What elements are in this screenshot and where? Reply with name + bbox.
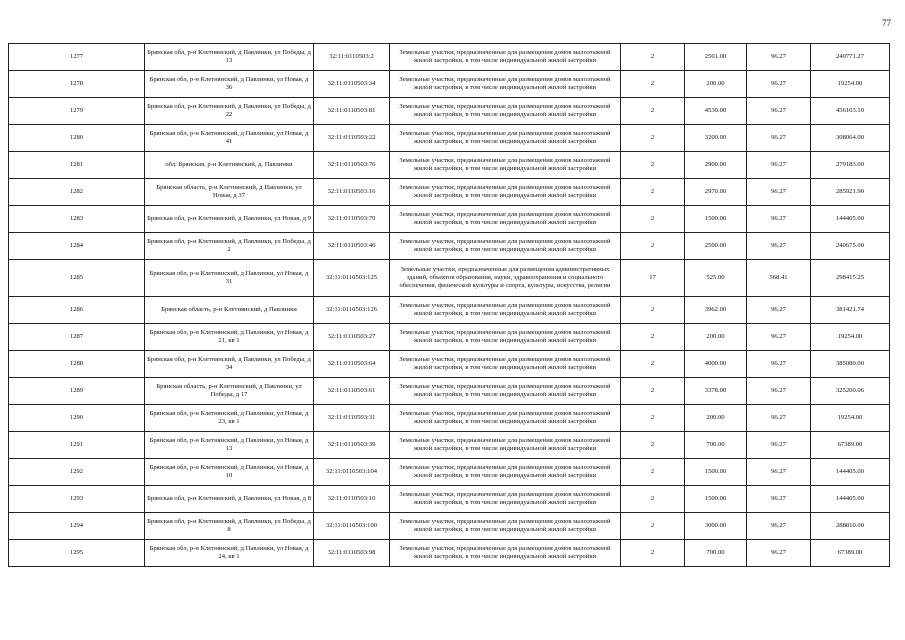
area-cell: 700.00 — [685, 540, 747, 567]
area-cell: 2501.00 — [685, 44, 747, 71]
cadastral-value-cell: 240675.00 — [811, 233, 890, 260]
group-number-cell: 2 — [621, 125, 685, 152]
group-number-cell: 2 — [621, 98, 685, 125]
cadastral-value-cell: 19254.00 — [811, 71, 890, 98]
cadastral-number-cell: 32:11:0110503:104 — [314, 459, 390, 486]
address-cell: Брянская обл, р-н Клетнянский, д Павлинки, ул Новая, д 36 — [145, 71, 314, 98]
specific-value-cell: 96.27 — [747, 540, 811, 567]
cadastral-number-cell: 32:11:0110503:64 — [314, 351, 390, 378]
address-cell: Брянская обл, р-н Клетнянский, д Павлинки, ул Новая, д 31 — [145, 260, 314, 297]
cadastral-value-cell: 144405.00 — [811, 206, 890, 233]
row-number-cell: 1295 — [9, 540, 145, 567]
area-cell: 525.00 — [685, 260, 747, 297]
land-purpose-cell: Земельные участки, предназначенные для размещения домов малоэтажной жилой застройки, в том числе индивидуальной жилой застройки — [390, 297, 621, 324]
row-number-cell: 1280 — [9, 125, 145, 152]
table-row — [9, 513, 890, 540]
land-purpose-cell: Земельные участки, предназначенные для размещения домов малоэтажной жилой застройки, в том числе индивидуальной жилой застройки — [390, 44, 621, 71]
land-purpose-cell: Земельные участки, предназначенные для размещения домов малоэтажной жилой застройки, в том числе индивидуальной жилой застройки — [390, 540, 621, 567]
cadastral-table — [8, 43, 890, 567]
row-number-cell: 1277 — [9, 44, 145, 71]
area-cell: 200.00 — [685, 405, 747, 432]
cadastral-number-cell: 32:11:0110503:10 — [314, 486, 390, 513]
table-body — [9, 44, 890, 567]
specific-value-cell: 96.27 — [747, 98, 811, 125]
cadastral-number-cell: 32:11:0110503:126 — [314, 297, 390, 324]
land-purpose-cell: Земельные участки, предназначенные для размещения домов малоэтажной жилой застройки, в том числе индивидуальной жилой застройки — [390, 324, 621, 351]
row-number-cell: 1282 — [9, 179, 145, 206]
cadastral-number-cell: 32:11:0110503:61 — [314, 378, 390, 405]
cadastral-number-cell: 32:11:0110503:2 — [314, 44, 390, 71]
cadastral-number-cell: 32:11:0110503:31 — [314, 405, 390, 432]
land-purpose-cell: Земельные участки, предназначенные для размещения домов малоэтажной жилой застройки, в том числе индивидуальной жилой застройки — [390, 486, 621, 513]
cadastral-number-cell: 32:11:0110503:22 — [314, 125, 390, 152]
cadastral-value-cell: 325200.06 — [811, 378, 890, 405]
address-cell: обл. Брянская, р-н Клетнянский, д. Павлинки — [145, 152, 314, 179]
area-cell: 700.00 — [685, 432, 747, 459]
row-number-cell: 1287 — [9, 324, 145, 351]
table-row — [9, 540, 890, 567]
row-number-cell: 1293 — [9, 486, 145, 513]
group-number-cell: 2 — [621, 233, 685, 260]
area-cell: 1500.00 — [685, 486, 747, 513]
land-purpose-cell: Земельные участки, предназначенные для размещения домов малоэтажной жилой застройки, в том числе индивидуальной жилой застройки — [390, 405, 621, 432]
address-cell: Брянская обл, р-н Клетнянский, д Павлинки, ул Победы, д 8 — [145, 513, 314, 540]
cadastral-value-cell: 279183.00 — [811, 152, 890, 179]
table-row — [9, 260, 890, 297]
land-purpose-cell: Земельные участки, предназначенные для размещения домов малоэтажной жилой застройки, в том числе индивидуальной жилой застройки — [390, 98, 621, 125]
address-cell: Брянская область, р-н Клетнянский, д Павлинки, ул Новая, д 37 — [145, 179, 314, 206]
area-cell: 1500.00 — [685, 206, 747, 233]
cadastral-number-cell: 32:11:0110503:79 — [314, 206, 390, 233]
cadastral-value-cell: 288810.00 — [811, 513, 890, 540]
cadastral-number-cell: 32:11:0110503:16 — [314, 179, 390, 206]
cadastral-value-cell: 19254.00 — [811, 324, 890, 351]
address-cell: Брянская обл, р-н Клетнянский, д Павлинки, ул Новая, д 9 — [145, 206, 314, 233]
table-row — [9, 98, 890, 125]
group-number-cell: 2 — [621, 324, 685, 351]
area-cell: 4530.00 — [685, 98, 747, 125]
row-number-cell: 1290 — [9, 405, 145, 432]
specific-value-cell: 96.27 — [747, 378, 811, 405]
area-cell: 200.00 — [685, 71, 747, 98]
row-number-cell: 1283 — [9, 206, 145, 233]
area-cell: 2970.00 — [685, 179, 747, 206]
specific-value-cell: 96.27 — [747, 179, 811, 206]
specific-value-cell: 96.27 — [747, 125, 811, 152]
address-cell: Брянская обл, р-н Клетнянский, д Павлинки, ул Новая, д 41 — [145, 125, 314, 152]
cadastral-value-cell: 285921.90 — [811, 179, 890, 206]
land-purpose-cell: Земельные участки, предназначенные для размещения домов малоэтажной жилой застройки, в том числе индивидуальной жилой застройки — [390, 459, 621, 486]
specific-value-cell: 96.27 — [747, 513, 811, 540]
area-cell: 1500.00 — [685, 459, 747, 486]
area-cell: 200.00 — [685, 324, 747, 351]
group-number-cell: 2 — [621, 152, 685, 179]
group-number-cell: 2 — [621, 459, 685, 486]
cadastral-value-cell: 385080.00 — [811, 351, 890, 378]
land-purpose-cell: Земельные участки, предназначенные для размещения домов малоэтажной жилой застройки, в том числе индивидуальной жилой застройки — [390, 351, 621, 378]
cadastral-number-cell: 32:11:0110503:46 — [314, 233, 390, 260]
table-row — [9, 351, 890, 378]
table-row — [9, 297, 890, 324]
cadastral-value-cell: 144405.00 — [811, 486, 890, 513]
address-cell: Брянская обл, р-н Клетнянский, д Павлинки, ул Новая, д 21, кв 1 — [145, 324, 314, 351]
specific-value-cell: 96.27 — [747, 486, 811, 513]
cadastral-number-cell: 32:11:0110503:34 — [314, 71, 390, 98]
cadastral-number-cell: 32:11:0110503:125 — [314, 260, 390, 297]
group-number-cell: 2 — [621, 351, 685, 378]
specific-value-cell: 96.27 — [747, 405, 811, 432]
row-number-cell: 1279 — [9, 98, 145, 125]
address-cell: Брянская область, р-н Клетнянский, д Павлинки — [145, 297, 314, 324]
row-number-cell: 1294 — [9, 513, 145, 540]
cadastral-value-cell: 240771.27 — [811, 44, 890, 71]
group-number-cell: 2 — [621, 378, 685, 405]
area-cell: 2500.00 — [685, 233, 747, 260]
cadastral-number-cell: 32:11:0110503:100 — [314, 513, 390, 540]
area-cell: 2900.00 — [685, 152, 747, 179]
area-cell: 4000.00 — [685, 351, 747, 378]
specific-value-cell: 96.27 — [747, 297, 811, 324]
land-purpose-cell: Земельные участки, предназначенные для размещения домов малоэтажной жилой застройки, в том числе индивидуальной жилой застройки — [390, 206, 621, 233]
address-cell: Брянская обл, р-н Клетнянский, д Павлинки, ул Новая, д 23, кв 1 — [145, 405, 314, 432]
table-row — [9, 179, 890, 206]
land-purpose-cell: Земельные участки, предназначенные для размещения домов малоэтажной жилой застройки, в том числе индивидуальной жилой застройки — [390, 152, 621, 179]
address-cell: Брянская обл, р-н Клетнянский, д Павлинки, ул Новая, д 24, кв 1 — [145, 540, 314, 567]
cadastral-number-cell: 32:11:0110503:27 — [314, 324, 390, 351]
cadastral-value-cell: 67389.00 — [811, 540, 890, 567]
address-cell: Брянская обл, р-н Клетнянский, д Павлинки, ул Победы, д 22 — [145, 98, 314, 125]
specific-value-cell: 96.27 — [747, 233, 811, 260]
cadastral-value-cell: 381421.74 — [811, 297, 890, 324]
cadastral-value-cell: 19254.00 — [811, 405, 890, 432]
table-row — [9, 324, 890, 351]
area-cell: 3000.00 — [685, 513, 747, 540]
table-row — [9, 152, 890, 179]
land-purpose-cell: Земельные участки, предназначенные для размещения домов малоэтажной жилой застройки, в том числе индивидуальной жилой застройки — [390, 378, 621, 405]
cadastral-number-cell: 32:11:0110503:76 — [314, 152, 390, 179]
group-number-cell: 2 — [621, 179, 685, 206]
table-row — [9, 71, 890, 98]
area-cell: 3378.00 — [685, 378, 747, 405]
land-purpose-cell: Земельные участки, предназначенные для размещения домов малоэтажной жилой застройки, в том числе индивидуальной жилой застройки — [390, 125, 621, 152]
page-number: 77 — [882, 18, 891, 28]
cadastral-value-cell: 67389.00 — [811, 432, 890, 459]
row-number-cell: 1278 — [9, 71, 145, 98]
cadastral-value-cell: 144405.00 — [811, 459, 890, 486]
address-cell: Брянская обл, р-н Клетнянский, д Павлинки, ул Победы, д 2 — [145, 233, 314, 260]
address-cell: Брянская обл, р-н Клетнянский, д Павлинки, ул Новая, д 13 — [145, 432, 314, 459]
cadastral-value-cell: 298415.25 — [811, 260, 890, 297]
row-number-cell: 1289 — [9, 378, 145, 405]
table-row — [9, 459, 890, 486]
address-cell: Брянская обл, р-н Клетнянский, д Павлинки, ул Победы, д 13 — [145, 44, 314, 71]
cadastral-number-cell: 32:11:0110503:81 — [314, 98, 390, 125]
cadastral-number-cell: 32:11:0110503:39 — [314, 432, 390, 459]
address-cell: Брянская обл, р-н Клетнянский, д Павлинки, ул Новая, д 8 — [145, 486, 314, 513]
address-cell: Брянская обл, р-н Клетнянский, д Павлинки, ул Новая, д 10 — [145, 459, 314, 486]
group-number-cell: 2 — [621, 540, 685, 567]
land-purpose-cell: Земельные участки, предназначенные для размещения домов малоэтажной жилой застройки, в том числе индивидуальной жилой застройки — [390, 179, 621, 206]
table-row — [9, 405, 890, 432]
table-row — [9, 125, 890, 152]
table-row — [9, 432, 890, 459]
group-number-cell: 2 — [621, 297, 685, 324]
specific-value-cell: 96.27 — [747, 459, 811, 486]
area-cell: 3962.00 — [685, 297, 747, 324]
land-purpose-cell: Земельные участки, предназначенные для размещения домов малоэтажной жилой застройки, в том числе индивидуальной жилой застройки — [390, 71, 621, 98]
specific-value-cell: 568.41 — [747, 260, 811, 297]
specific-value-cell: 96.27 — [747, 351, 811, 378]
row-number-cell: 1291 — [9, 432, 145, 459]
group-number-cell: 2 — [621, 44, 685, 71]
table-row — [9, 206, 890, 233]
address-cell: Брянская обл, р-н Клетнянский, д Павлинки, ул Победы, д 34 — [145, 351, 314, 378]
group-number-cell: 2 — [621, 486, 685, 513]
land-purpose-cell: Земельные участки, предназначенные для размещения административных зданий, объектов образования, науки, здравоохранения и социального обеспечения, физической культуры и спорта, культуры, искусства, религии — [390, 260, 621, 297]
land-purpose-cell: Земельные участки, предназначенные для размещения домов малоэтажной жилой застройки, в том числе индивидуальной жилой застройки — [390, 233, 621, 260]
group-number-cell: 2 — [621, 432, 685, 459]
specific-value-cell: 96.27 — [747, 71, 811, 98]
group-number-cell: 2 — [621, 71, 685, 98]
row-number-cell: 1285 — [9, 260, 145, 297]
cadastral-number-cell: 32:11:0110503:98 — [314, 540, 390, 567]
land-purpose-cell: Земельные участки, предназначенные для размещения домов малоэтажной жилой застройки, в том числе индивидуальной жилой застройки — [390, 513, 621, 540]
group-number-cell: 17 — [621, 260, 685, 297]
row-number-cell: 1281 — [9, 152, 145, 179]
row-number-cell: 1284 — [9, 233, 145, 260]
group-number-cell: 2 — [621, 206, 685, 233]
row-number-cell: 1288 — [9, 351, 145, 378]
specific-value-cell: 96.27 — [747, 206, 811, 233]
specific-value-cell: 96.27 — [747, 152, 811, 179]
row-number-cell: 1292 — [9, 459, 145, 486]
land-purpose-cell: Земельные участки, предназначенные для размещения домов малоэтажной жилой застройки, в том числе индивидуальной жилой застройки — [390, 432, 621, 459]
address-cell: Брянская область, р-н Клетнянский, д Павлинки, ул Победы, д 17 — [145, 378, 314, 405]
table-row — [9, 378, 890, 405]
specific-value-cell: 96.27 — [747, 432, 811, 459]
cadastral-value-cell: 436103.10 — [811, 98, 890, 125]
specific-value-cell: 96.27 — [747, 44, 811, 71]
table-row — [9, 233, 890, 260]
row-number-cell: 1286 — [9, 297, 145, 324]
area-cell: 3200.00 — [685, 125, 747, 152]
table-row — [9, 486, 890, 513]
group-number-cell: 2 — [621, 513, 685, 540]
specific-value-cell: 96.27 — [747, 324, 811, 351]
table-row — [9, 44, 890, 71]
cadastral-value-cell: 308064.00 — [811, 125, 890, 152]
group-number-cell: 2 — [621, 405, 685, 432]
